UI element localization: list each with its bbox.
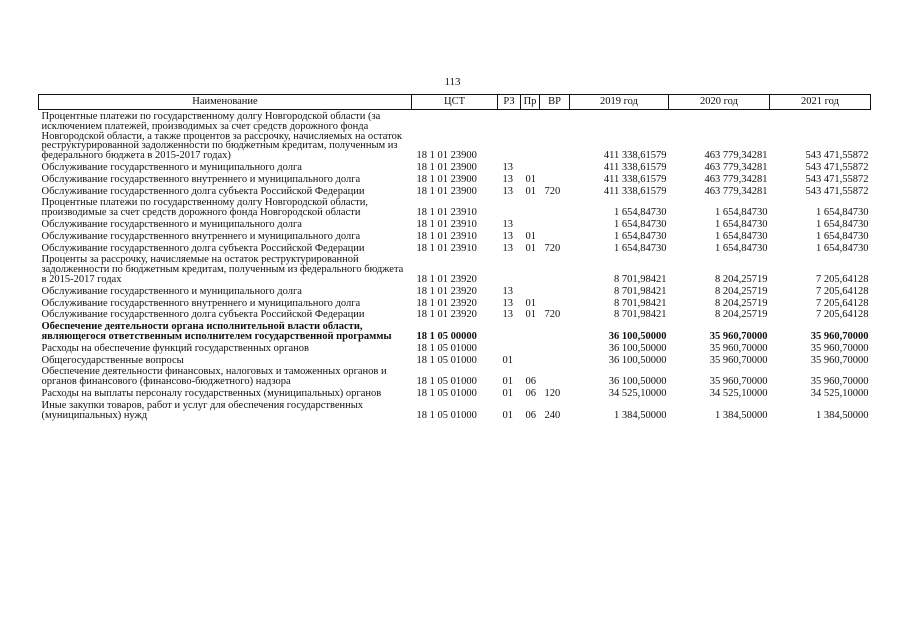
table-row [39, 230, 871, 242]
row-value-2021: 7 205,64128 [816, 273, 869, 285]
row-value-2020: 8 204,25719 [715, 309, 768, 321]
row-value-2021: 1 654,84730 [816, 242, 869, 254]
row-vr [540, 365, 570, 387]
row-vr: 720 [544, 185, 561, 197]
row-rz [498, 320, 521, 342]
row-value-2020: 35 960,70000 [709, 354, 768, 366]
col-header-pr: Пр [521, 95, 540, 110]
row-name: Обслуживание государственного внутреннего и муниципального долга [41, 297, 361, 309]
row-value-2019: 411 338,61579 [603, 173, 667, 185]
row-name: Расходы на обеспечение функций государственных органов [41, 342, 309, 354]
row-value-2021: 35 960,70000 [810, 330, 869, 342]
row-value-2021: 543 471,55872 [805, 185, 869, 197]
col-header-2020: 2020 год [669, 95, 770, 110]
row-pr: 06 [525, 409, 536, 421]
row-value-2020: 463 779,34281 [704, 150, 768, 162]
row-cst: 18 1 01 23910 [416, 230, 477, 242]
row-vr: 720 [544, 309, 561, 321]
row-value-2021: 7 205,64128 [816, 297, 869, 309]
table-row [39, 365, 871, 387]
row-vr [540, 320, 570, 342]
table-row [39, 218, 871, 230]
row-value-2019: 36 100,50000 [608, 354, 667, 366]
row-rz [498, 342, 521, 354]
table-header-row [39, 95, 871, 110]
row-value-2020: 1 654,84730 [715, 230, 768, 242]
row-value-2021: 7 205,64128 [816, 285, 869, 297]
row-name: Общегосударственные вопросы [41, 354, 184, 366]
row-vr [540, 253, 570, 284]
budget-table [38, 94, 871, 420]
row-value-2021: 35 960,70000 [810, 342, 869, 354]
row-value-2019: 1 654,84730 [614, 218, 667, 230]
col-header-2019: 2019 год [570, 95, 669, 110]
table-row [39, 242, 871, 254]
row-vr [540, 297, 570, 309]
row-cst: 18 1 01 23900 [416, 161, 477, 173]
row-value-2019: 411 338,61579 [603, 161, 667, 173]
row-cst: 18 1 01 23900 [416, 150, 477, 162]
row-value-2019: 1 654,84730 [614, 230, 667, 242]
row-name: Обслуживание государственного внутреннего и муниципального долга [41, 173, 361, 185]
row-rz: 01 [502, 387, 513, 399]
row-value-2020: 1 654,84730 [715, 218, 768, 230]
row-rz: 01 [502, 376, 513, 388]
row-rz: 13 [502, 309, 513, 321]
row-cst: 18 1 01 23920 [416, 273, 477, 285]
row-name: Обслуживание государственного внутреннего и муниципального долга [41, 230, 361, 242]
row-rz: 13 [502, 185, 513, 197]
col-header-rz: РЗ [498, 95, 521, 110]
row-pr [521, 285, 540, 297]
row-name: Процентные платежи по государственному долгу Новгородской области, производимые за счет средств дорожного фонда Новгородской области [41, 197, 368, 219]
row-name: Процентные платежи по государственному долгу Новгородской области (за исключением платежей, производимых за счет средств дорожного фонда Новгородской области, а также процентов за рассрочку, начисляемых на остаток реструктурированной задолженности по бюджетным кредитам, полученным из федерального бюджета в 2015-2017 годах) [41, 111, 402, 162]
row-value-2021: 1 654,84730 [816, 207, 869, 219]
row-value-2020: 1 654,84730 [715, 242, 768, 254]
row-pr [521, 161, 540, 173]
row-value-2021: 1 384,50000 [816, 409, 869, 421]
row-name: Обслуживание государственного долга субъекта Российской Федерации [41, 242, 365, 254]
row-value-2020: 8 204,25719 [715, 297, 768, 309]
row-value-2020: 463 779,34281 [704, 185, 768, 197]
row-cst: 18 1 01 23900 [416, 173, 477, 185]
table-body [39, 110, 871, 421]
row-cst: 18 1 01 23910 [416, 207, 477, 219]
row-vr [540, 218, 570, 230]
row-name: Обслуживание государственного и муниципального долга [41, 161, 302, 173]
table-row [39, 308, 871, 320]
row-vr [540, 342, 570, 354]
row-rz: 13 [502, 242, 513, 254]
row-vr [540, 173, 570, 185]
row-value-2021: 1 654,84730 [816, 230, 869, 242]
row-value-2020: 35 960,70000 [709, 342, 768, 354]
row-pr: 06 [525, 376, 536, 388]
row-value-2020: 34 525,10000 [709, 387, 768, 399]
row-value-2019: 8 701,98421 [614, 273, 667, 285]
row-value-2020: 8 204,25719 [715, 273, 768, 285]
table-row [39, 185, 871, 197]
table-row [39, 285, 871, 297]
table-row [39, 161, 871, 173]
row-cst: 18 1 01 23910 [416, 218, 477, 230]
row-value-2019: 36 100,50000 [608, 330, 667, 342]
row-value-2019: 8 701,98421 [614, 297, 667, 309]
row-vr [540, 230, 570, 242]
row-cst: 18 1 05 01000 [416, 342, 477, 354]
row-rz: 13 [502, 218, 513, 230]
row-cst: 18 1 05 01000 [416, 354, 477, 366]
row-value-2019: 8 701,98421 [614, 309, 667, 321]
row-name: Расходы на выплаты персоналу государственных (муниципальных) органов [41, 387, 382, 399]
row-value-2021: 35 960,70000 [810, 354, 869, 366]
row-value-2020: 463 779,34281 [704, 161, 768, 173]
row-vr [540, 110, 570, 161]
row-rz [498, 196, 521, 218]
row-value-2020: 1 384,50000 [715, 409, 768, 421]
table-row [39, 354, 871, 366]
row-cst: 18 1 01 23920 [416, 285, 477, 297]
row-rz [498, 110, 521, 161]
row-name: Обслуживание государственного долга субъекта Российской Федерации [41, 185, 365, 197]
col-header-cst: ЦСТ [412, 95, 498, 110]
row-vr: 240 [544, 409, 561, 421]
row-value-2019: 36 100,50000 [608, 376, 667, 388]
row-name: Обеспечение деятельности органа исполнительной власти области, являющегося ответственным исполнителем государственной программы [41, 321, 392, 342]
row-value-2021: 543 471,55872 [805, 150, 869, 162]
table-row [39, 399, 871, 421]
row-pr: 01 [525, 230, 536, 242]
row-pr [521, 110, 540, 161]
row-cst: 18 1 05 01000 [416, 376, 477, 388]
row-vr [540, 196, 570, 218]
row-value-2020: 35 960,70000 [709, 330, 768, 342]
col-header-name: Наименование [39, 95, 412, 110]
row-value-2019: 411 338,61579 [603, 185, 667, 197]
table-row [39, 173, 871, 185]
row-name: Обслуживание государственного долга субъекта Российской Федерации [41, 309, 365, 321]
row-pr [521, 253, 540, 284]
row-pr: 01 [525, 173, 536, 185]
row-vr: 120 [544, 387, 561, 399]
row-value-2019: 8 701,98421 [614, 285, 667, 297]
row-value-2019: 411 338,61579 [603, 150, 667, 162]
table-row [39, 387, 871, 399]
table-row [39, 196, 871, 218]
row-value-2019: 36 100,50000 [608, 342, 667, 354]
row-cst: 18 1 01 23900 [416, 185, 477, 197]
row-pr [521, 320, 540, 342]
row-name: Иные закупки товаров, работ и услуг для обеспечения государственных (муниципальных) нужд [41, 399, 364, 421]
row-value-2021: 543 471,55872 [805, 161, 869, 173]
row-cst: 18 1 01 23910 [416, 242, 477, 254]
col-header-vr: ВР [540, 95, 570, 110]
row-cst: 18 1 05 00000 [416, 330, 477, 342]
row-rz: 13 [502, 230, 513, 242]
row-pr: 01 [525, 309, 536, 321]
row-value-2021: 34 525,10000 [810, 387, 869, 399]
table-row [39, 110, 871, 161]
row-value-2021: 543 471,55872 [805, 173, 869, 185]
row-value-2020: 35 960,70000 [709, 376, 768, 388]
table-row [39, 342, 871, 354]
row-value-2020: 463 779,34281 [704, 173, 768, 185]
row-vr [540, 285, 570, 297]
row-pr [521, 354, 540, 366]
row-rz: 13 [502, 285, 513, 297]
row-value-2021: 35 960,70000 [810, 376, 869, 388]
row-name: Проценты за рассрочку, начисляемые на остаток реструктурированной задолженности по бюджетным кредитам, полученным из федерального бюджета в 2015-2017 годах [41, 254, 404, 285]
row-vr: 720 [544, 242, 561, 254]
row-cst: 18 1 01 23920 [416, 297, 477, 309]
row-vr [540, 161, 570, 173]
row-value-2019: 34 525,10000 [608, 387, 667, 399]
row-cst: 18 1 05 01000 [416, 387, 477, 399]
row-pr [521, 342, 540, 354]
row-pr [521, 196, 540, 218]
row-cst: 18 1 05 01000 [416, 409, 477, 421]
table-row [39, 253, 871, 284]
row-name: Обслуживание государственного и муниципального долга [41, 285, 302, 297]
row-rz: 13 [502, 173, 513, 185]
row-rz: 13 [502, 297, 513, 309]
row-vr [540, 354, 570, 366]
page-number: 113 [444, 76, 461, 88]
row-cst: 18 1 01 23920 [416, 309, 477, 321]
row-rz [498, 253, 521, 284]
row-pr: 01 [525, 297, 536, 309]
row-value-2021: 7 205,64128 [816, 309, 869, 321]
table-row [39, 320, 871, 342]
row-value-2020: 8 204,25719 [715, 285, 768, 297]
row-pr: 01 [525, 185, 536, 197]
col-header-2021: 2021 год [770, 95, 871, 110]
row-value-2020: 1 654,84730 [715, 207, 768, 219]
row-name: Обслуживание государственного и муниципального долга [41, 218, 302, 230]
row-rz: 01 [502, 409, 513, 421]
row-value-2019: 1 654,84730 [614, 207, 667, 219]
row-value-2021: 1 654,84730 [816, 218, 869, 230]
row-name: Обеспечение деятельности финансовых, налоговых и таможенных органов и органов финансового (финансово-бюджетного) надзора [41, 366, 387, 388]
table-row [39, 297, 871, 309]
row-rz: 01 [502, 354, 513, 366]
row-pr [521, 218, 540, 230]
row-pr: 01 [525, 242, 536, 254]
row-value-2019: 1 654,84730 [614, 242, 667, 254]
row-rz: 13 [502, 161, 513, 173]
row-pr: 06 [525, 387, 536, 399]
row-value-2019: 1 384,50000 [614, 409, 667, 421]
